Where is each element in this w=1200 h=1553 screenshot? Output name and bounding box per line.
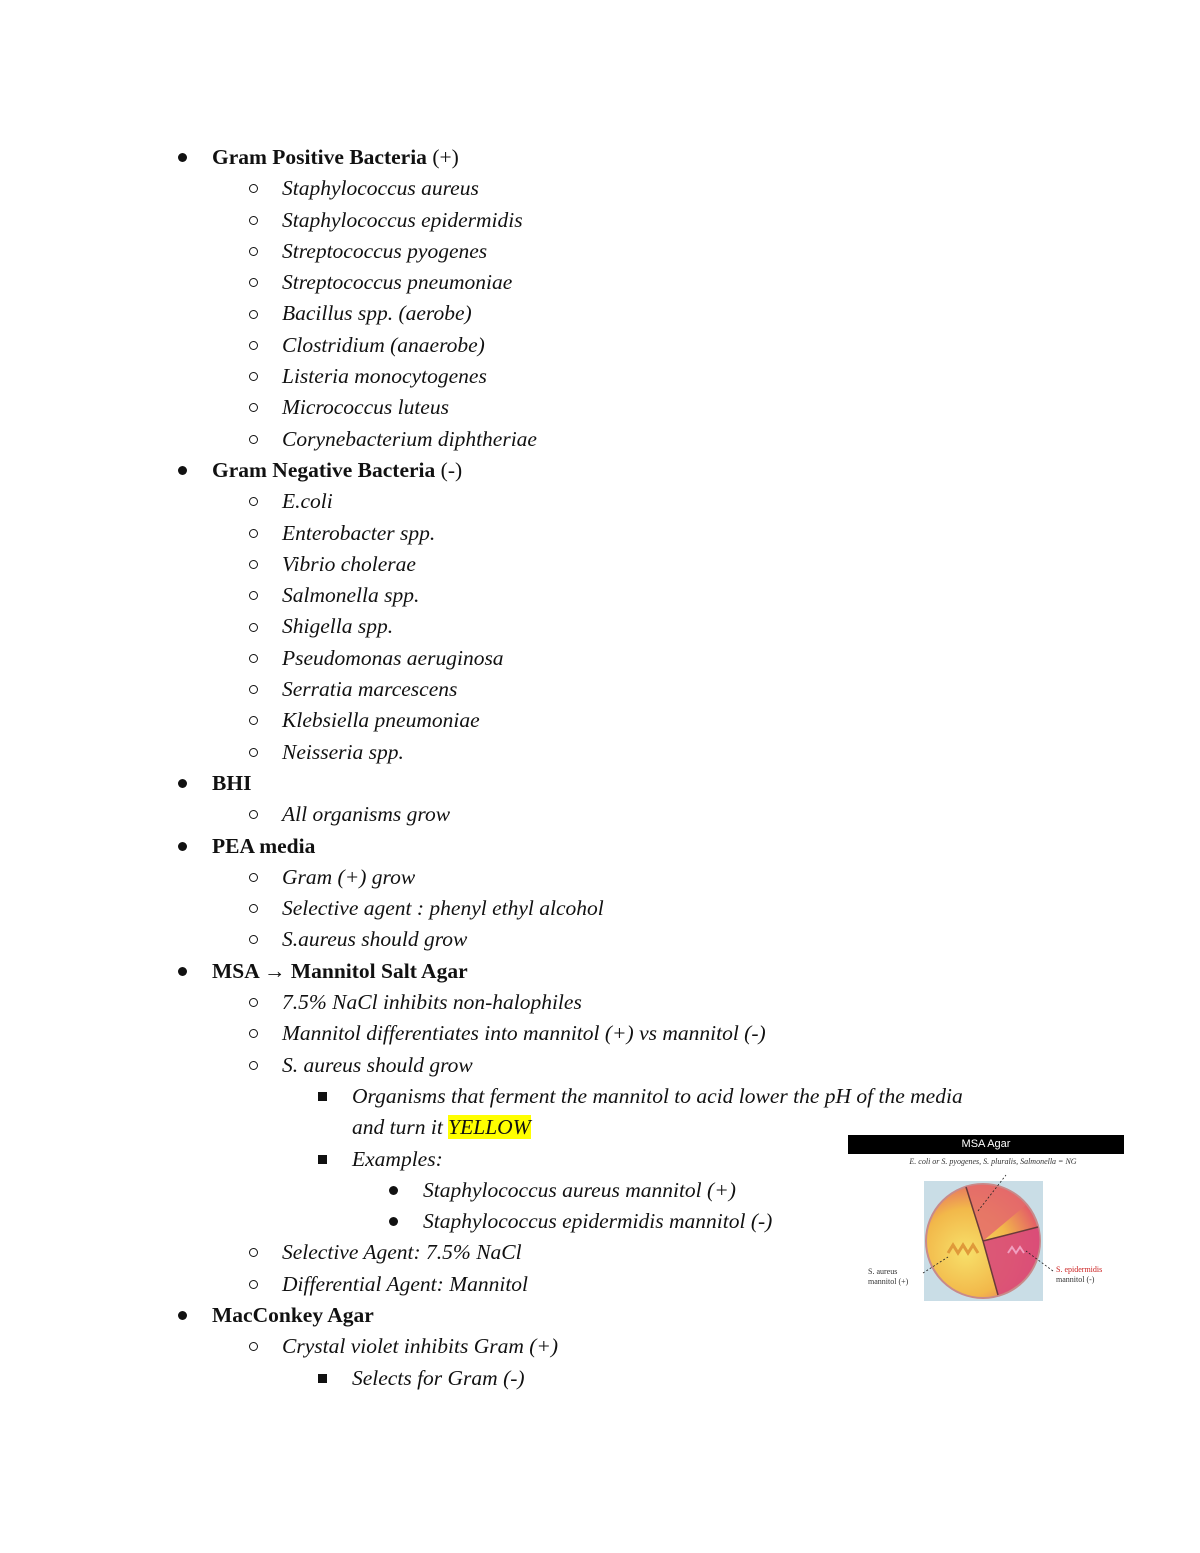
bold-text: PEA media bbox=[212, 833, 316, 858]
item-text bbox=[282, 1269, 528, 1300]
item-text bbox=[282, 518, 435, 549]
highlighted-text: YELLOW bbox=[448, 1115, 531, 1140]
item-text bbox=[352, 1081, 963, 1112]
item-text bbox=[282, 330, 485, 361]
disc-bullet-icon bbox=[178, 142, 187, 173]
list-item bbox=[0, 1081, 1200, 1112]
circle-bullet-icon bbox=[249, 643, 258, 674]
square-bullet-icon bbox=[318, 1081, 327, 1112]
disc-bullet-icon bbox=[178, 768, 187, 799]
circle-bullet-icon bbox=[249, 173, 258, 204]
circle-bullet-icon bbox=[249, 236, 258, 267]
italic-text: Selective agent : phenyl ethyl alcohol bbox=[282, 896, 604, 921]
list-item bbox=[0, 330, 1200, 361]
italic-text: Gram (+) grow bbox=[282, 864, 416, 889]
list-item bbox=[0, 674, 1200, 705]
italic-text: Listeria monocytogenes bbox=[282, 364, 487, 389]
item-text bbox=[212, 768, 251, 799]
bold-text: MSA → Mannitol Salt Agar bbox=[212, 958, 468, 983]
italic-text: E.coli bbox=[282, 489, 333, 514]
italic-text: Examples: bbox=[352, 1146, 443, 1171]
italic-text: Clostridium (anaerobe) bbox=[282, 332, 485, 357]
italic-text: 7.5% NaCl inhibits non-halophiles bbox=[282, 990, 582, 1015]
bold-text: MacConkey Agar bbox=[212, 1302, 374, 1327]
list-item bbox=[0, 549, 1200, 580]
disc-bullet-icon bbox=[178, 956, 187, 987]
figure-subtitle: E. coli or S. pyogenes, S. pluralis, Salmonella = NG bbox=[909, 1157, 1077, 1166]
item-text bbox=[282, 1237, 522, 1268]
italic-text: Staphylococcus aureus bbox=[282, 176, 479, 201]
italic-text: Klebsiella pneumoniae bbox=[282, 708, 480, 733]
list-item bbox=[0, 643, 1200, 674]
italic-text: S.aureus should grow bbox=[282, 927, 468, 952]
plain-text: (-) bbox=[435, 457, 463, 482]
italic-text: S. aureus should grow bbox=[282, 1052, 473, 1077]
italic-text: and turn it bbox=[352, 1115, 449, 1140]
italic-text: Selects for Gram (-) bbox=[352, 1365, 525, 1390]
list-item bbox=[0, 1018, 1200, 1049]
list-item bbox=[0, 298, 1200, 329]
figure-label-left-organism: S. aureus bbox=[868, 1267, 898, 1276]
circle-bullet-icon bbox=[249, 862, 258, 893]
circle-bullet-icon bbox=[249, 1237, 258, 1268]
item-text bbox=[282, 674, 457, 705]
list-item bbox=[0, 518, 1200, 549]
item-text bbox=[282, 924, 467, 955]
list-item bbox=[0, 737, 1200, 768]
circle-bullet-icon bbox=[249, 1269, 258, 1300]
list-item bbox=[0, 392, 1200, 423]
italic-text: Serratia marcescens bbox=[282, 677, 458, 702]
italic-text: Micrococcus luteus bbox=[282, 395, 449, 420]
circle-bullet-icon bbox=[249, 486, 258, 517]
heading-item bbox=[0, 768, 1200, 799]
circle-bullet-icon bbox=[249, 424, 258, 455]
square-bullet-icon bbox=[318, 1144, 327, 1175]
italic-text: Differential Agent: Mannitol bbox=[282, 1271, 529, 1296]
list-item bbox=[0, 580, 1200, 611]
item-text bbox=[282, 1018, 766, 1049]
item-text bbox=[282, 361, 487, 392]
circle-bullet-icon bbox=[249, 392, 258, 423]
italic-text: Organisms that ferment the mannitol to acid lower the pH of the media bbox=[352, 1083, 963, 1108]
figure-label-right-organism: S. epidermidis bbox=[1056, 1265, 1103, 1274]
list-item bbox=[0, 611, 1200, 642]
italic-text: Neisseria spp. bbox=[282, 739, 404, 764]
disc-bullet-icon bbox=[178, 1300, 187, 1331]
list-item bbox=[0, 799, 1200, 830]
list-item bbox=[0, 267, 1200, 298]
item-text bbox=[282, 1050, 473, 1081]
disc-bullet-icon bbox=[389, 1206, 398, 1237]
figure-label-right-result: mannitol (-) bbox=[1056, 1275, 1095, 1284]
circle-bullet-icon bbox=[249, 799, 258, 830]
heading-item bbox=[0, 956, 1200, 987]
item-text bbox=[212, 831, 315, 862]
item-text bbox=[282, 424, 537, 455]
item-text bbox=[282, 737, 404, 768]
item-text bbox=[212, 455, 462, 486]
circle-bullet-icon bbox=[249, 298, 258, 329]
disc-bullet-icon bbox=[389, 1175, 398, 1206]
item-text bbox=[282, 987, 582, 1018]
item-text bbox=[282, 643, 504, 674]
disc-bullet-icon bbox=[178, 831, 187, 862]
list-item bbox=[0, 1331, 1200, 1362]
item-text bbox=[352, 1363, 525, 1394]
circle-bullet-icon bbox=[249, 330, 258, 361]
circle-bullet-icon bbox=[249, 361, 258, 392]
item-text bbox=[282, 392, 449, 423]
list-item bbox=[0, 705, 1200, 736]
italic-text: Streptococcus pneumoniae bbox=[282, 270, 513, 295]
italic-text: All organisms grow bbox=[282, 802, 451, 827]
heading-item bbox=[0, 142, 1200, 173]
heading-item bbox=[0, 455, 1200, 486]
heading-item bbox=[0, 1300, 1200, 1331]
item-text bbox=[282, 799, 450, 830]
circle-bullet-icon bbox=[249, 1018, 258, 1049]
item-text bbox=[352, 1112, 531, 1143]
list-item bbox=[0, 924, 1200, 955]
item-text bbox=[282, 205, 523, 236]
item-text bbox=[282, 611, 393, 642]
square-bullet-icon bbox=[318, 1363, 327, 1394]
circle-bullet-icon bbox=[249, 674, 258, 705]
list-item bbox=[0, 236, 1200, 267]
figure-title: MSA Agar bbox=[848, 1135, 1124, 1154]
figure-label-left-result: mannitol (+) bbox=[868, 1277, 909, 1286]
italic-text: Crystal violet inhibits Gram (+) bbox=[282, 1334, 559, 1359]
italic-text: Corynebacterium diphtheriae bbox=[282, 426, 537, 451]
list-item bbox=[0, 987, 1200, 1018]
item-text bbox=[212, 142, 459, 173]
italic-text: Enterobacter spp. bbox=[282, 520, 436, 545]
circle-bullet-icon bbox=[249, 705, 258, 736]
figure-label-right bbox=[1056, 1265, 1102, 1285]
circle-bullet-icon bbox=[249, 1331, 258, 1362]
italic-text: Selective Agent: 7.5% NaCl bbox=[282, 1240, 522, 1265]
circle-bullet-icon bbox=[249, 737, 258, 768]
bold-text: Gram Negative Bacteria bbox=[212, 457, 436, 482]
circle-bullet-icon bbox=[249, 987, 258, 1018]
item-text bbox=[423, 1175, 736, 1206]
plain-text: (+) bbox=[426, 145, 459, 169]
disc-bullet-icon bbox=[178, 455, 187, 486]
circle-bullet-icon bbox=[249, 893, 258, 924]
item-text bbox=[282, 705, 480, 736]
italic-text: Staphylococcus epidermidis bbox=[282, 207, 523, 232]
italic-text: Staphylococcus aureus mannitol (+) bbox=[423, 1177, 736, 1202]
list-item bbox=[0, 173, 1200, 204]
item-text bbox=[282, 298, 472, 329]
italic-text: Mannitol differentiates into mannitol (+) vs mannitol (-) bbox=[282, 1021, 766, 1046]
item-text bbox=[352, 1144, 443, 1175]
list-item bbox=[0, 862, 1200, 893]
heading-item bbox=[0, 831, 1200, 862]
msa-agar-figure bbox=[848, 1135, 1124, 1303]
item-text bbox=[423, 1206, 772, 1237]
circle-bullet-icon bbox=[249, 205, 258, 236]
circle-bullet-icon bbox=[249, 580, 258, 611]
circle-bullet-icon bbox=[249, 549, 258, 580]
circle-bullet-icon bbox=[249, 611, 258, 642]
italic-text: Bacillus spp. (aerobe) bbox=[282, 301, 472, 326]
item-text bbox=[282, 173, 479, 204]
item-text bbox=[282, 893, 604, 924]
item-text bbox=[212, 1300, 374, 1331]
bold-text: Gram Positive Bacteria bbox=[212, 145, 427, 169]
italic-text: Streptococcus pyogenes bbox=[282, 238, 488, 263]
list-item bbox=[0, 361, 1200, 392]
item-text bbox=[282, 580, 419, 611]
circle-bullet-icon bbox=[249, 924, 258, 955]
list-item bbox=[0, 893, 1200, 924]
list-item bbox=[0, 486, 1200, 517]
item-text bbox=[282, 486, 333, 517]
figure-label-left bbox=[868, 1267, 908, 1287]
item-text bbox=[212, 956, 468, 987]
italic-text: Vibrio cholerae bbox=[282, 551, 416, 576]
circle-bullet-icon bbox=[249, 267, 258, 298]
list-item bbox=[0, 205, 1200, 236]
bold-text: BHI bbox=[212, 770, 252, 795]
item-text bbox=[282, 862, 415, 893]
item-text bbox=[282, 1331, 558, 1362]
circle-bullet-icon bbox=[249, 1050, 258, 1081]
item-text bbox=[282, 236, 487, 267]
item-text bbox=[282, 267, 512, 298]
list-item bbox=[0, 1050, 1200, 1081]
list-item bbox=[0, 424, 1200, 455]
item-text bbox=[282, 549, 416, 580]
italic-text: Salmonella spp. bbox=[282, 583, 420, 608]
circle-bullet-icon bbox=[249, 518, 258, 549]
italic-text: Pseudomonas aeruginosa bbox=[282, 645, 504, 670]
list-item bbox=[0, 1363, 1200, 1394]
italic-text: Staphylococcus epidermidis mannitol (-) bbox=[423, 1209, 773, 1234]
italic-text: Shigella spp. bbox=[282, 614, 394, 639]
